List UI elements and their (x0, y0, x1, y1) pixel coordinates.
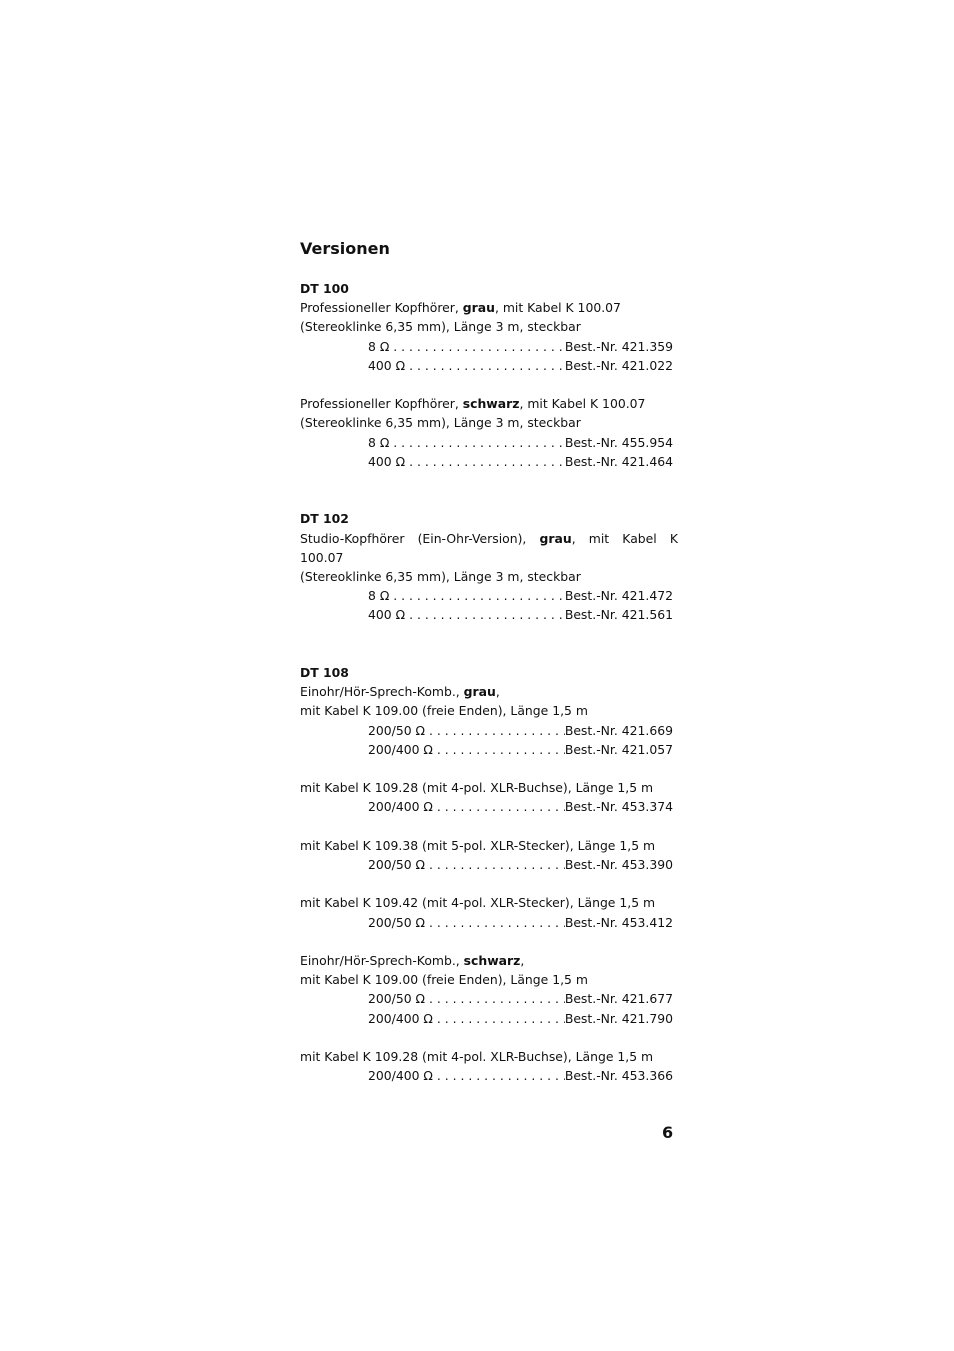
impedance-label: 200/50 Ω (368, 722, 425, 738)
model-heading-dt102: DT 102 (300, 511, 349, 527)
desc-text: , mit Kabel K 100.07 (300, 530, 678, 565)
leader-dots (389, 586, 565, 605)
impedance-label: 400 Ω (368, 453, 406, 469)
impedance-label: 200/50 Ω (368, 857, 425, 873)
order-row (368, 586, 673, 605)
color-highlight: grau (462, 300, 495, 316)
desc-text: , (520, 953, 525, 968)
desc-text: , mit Kabel K 100.07 (519, 396, 646, 412)
impedance-label: 200/400 Ω (368, 799, 433, 815)
order-row (368, 989, 673, 1008)
order-row (368, 605, 673, 624)
order-row (368, 1009, 673, 1028)
product-description-line2: (Stereoklinke 6,35 mm), Länge 3 m, steckbar (300, 319, 581, 335)
order-number: Best.-Nr. 453.366 (564, 1068, 673, 1084)
impedance-label: 200/400 Ω (368, 1010, 433, 1026)
order-row (368, 356, 673, 375)
leader-dots (405, 605, 565, 624)
leader-dots (425, 855, 565, 874)
document-page (300, 238, 678, 1085)
product-description-line2: (Stereoklinke 6,35 mm), Länge 3 m, steckbar (300, 415, 581, 431)
leader-dots (433, 1009, 565, 1028)
color-highlight: schwarz (463, 953, 521, 968)
leader-dots (433, 797, 565, 816)
desc-text: Einohr/Hör-Sprech-Komb., (300, 953, 464, 968)
order-number: Best.-Nr. 421.790 (564, 1010, 673, 1026)
leader-dots (433, 1066, 565, 1085)
order-row (368, 337, 673, 356)
product-description (300, 682, 678, 701)
order-number: Best.-Nr. 421.669 (564, 722, 673, 738)
impedance-label: 200/400 Ω (368, 1068, 433, 1084)
impedance-label: 8 Ω (368, 338, 390, 354)
impedance-label: 400 Ω (368, 357, 406, 373)
order-row (368, 855, 673, 874)
leader-dots (425, 721, 565, 740)
leader-dots (389, 433, 565, 452)
product-description (300, 951, 678, 970)
order-number: Best.-Nr. 453.390 (564, 857, 673, 873)
order-number: Best.-Nr. 421.561 (564, 607, 673, 623)
leader-dots (433, 740, 565, 759)
product-description-line2: mit Kabel K 109.00 (freie Enden), Länge 1,5 m (300, 703, 588, 719)
order-number: Best.-Nr. 453.412 (564, 914, 673, 930)
order-number: Best.-Nr. 421.022 (564, 357, 673, 373)
product-description (300, 298, 678, 317)
product-description (300, 529, 678, 567)
order-row (368, 452, 673, 471)
order-number: Best.-Nr. 453.374 (564, 799, 673, 815)
order-row (368, 433, 673, 452)
impedance-label: 8 Ω (368, 434, 390, 450)
impedance-label: 400 Ω (368, 607, 406, 623)
leader-dots (389, 337, 565, 356)
color-highlight: grau (463, 684, 496, 700)
color-highlight: grau (539, 530, 572, 546)
order-number: Best.-Nr. 421.677 (564, 991, 673, 1007)
impedance-label: 8 Ω (368, 588, 390, 604)
order-row (368, 721, 673, 740)
page-title: Versionen (300, 239, 390, 258)
order-row (368, 740, 673, 759)
order-number: Best.-Nr. 421.472 (564, 588, 673, 604)
leader-dots (425, 913, 565, 932)
order-row (368, 913, 673, 932)
leader-dots (425, 989, 565, 1008)
leader-dots (405, 452, 565, 471)
cable-description: mit Kabel K 109.28 (mit 4-pol. XLR-Buchse), Länge 1,5 m (300, 780, 654, 796)
product-description-line2: (Stereoklinke 6,35 mm), Länge 3 m, steckbar (300, 569, 581, 585)
desc-text: Professioneller Kopfhörer, (300, 300, 463, 316)
order-row (368, 797, 673, 816)
model-heading-dt100: DT 100 (300, 281, 349, 296)
product-description-line2: mit Kabel K 109.00 (freie Enden), Länge 1,5 m (300, 972, 588, 988)
model-heading-dt108: DT 108 (300, 665, 349, 681)
desc-text: Professioneller Kopfhörer, (300, 396, 463, 412)
impedance-label: 200/50 Ω (368, 914, 425, 930)
order-number: Best.-Nr. 421.057 (564, 741, 673, 757)
order-row (368, 1066, 673, 1085)
order-number: Best.-Nr. 421.464 (564, 453, 673, 469)
order-number: Best.-Nr. 455.954 (564, 434, 673, 450)
cable-description: mit Kabel K 109.42 (mit 4-pol. XLR-Stecker), Länge 1,5 m (300, 895, 656, 911)
cable-description: mit Kabel K 109.28 (mit 4-pol. XLR-Buchse), Länge 1,5 m (300, 1049, 654, 1064)
desc-text: Studio-Kopfhörer (Ein-Ohr-Version), (300, 530, 540, 546)
impedance-label: 200/400 Ω (368, 741, 433, 757)
product-description (300, 394, 678, 413)
desc-text: Einohr/Hör-Sprech-Komb., (300, 684, 464, 700)
order-number: Best.-Nr. 421.359 (564, 338, 673, 354)
color-highlight: schwarz (462, 396, 520, 412)
page-number: 6 (662, 1123, 674, 1142)
desc-text: , (495, 684, 500, 700)
desc-text: , mit Kabel K 100.07 (494, 300, 621, 316)
leader-dots (405, 356, 565, 375)
cable-description: mit Kabel K 109.38 (mit 5-pol. XLR-Stecker), Länge 1,5 m (300, 837, 656, 853)
impedance-label: 200/50 Ω (368, 991, 425, 1007)
